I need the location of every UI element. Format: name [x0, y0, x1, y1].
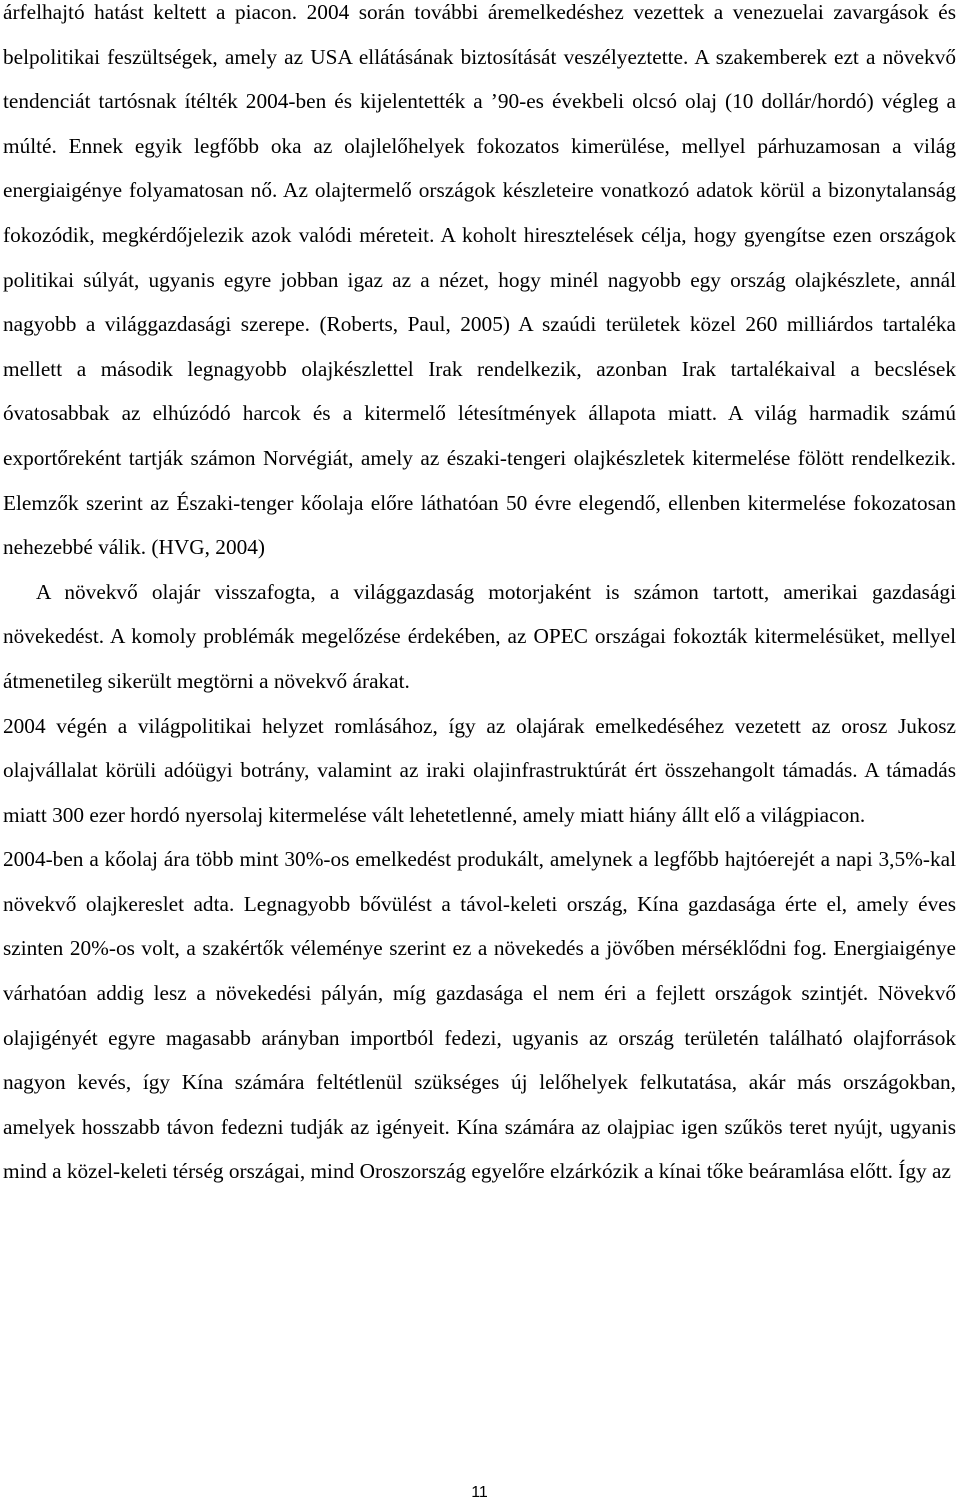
- paragraph-1: árfelhajtó hatást keltett a piacon. 2004 során további áremelkedéshez vezettek a venezuelai zavargások és belpolitikai feszültségek, amely az USA ellátásának biztosítását veszélyeztette. A szakemberek ezt a növekvő tendenciát tartósnak ítélték 2004-ben és kijelentették a ’90-es évekbeli olcsó olaj (10 dollár/hordó) végleg a múlté. Ennek egyik legfőbb oka az olajlelőhelyek fokozatos kimerülése, mellyel párhuzamosan a világ energiaigénye folyamatosan nő. Az olajtermelő országok készleteire vonatkozó adatok körül a bizonytalanság fokozódik, megkérdőjelezik azok valódi méreteit. A koholt hiresztelések célja, hogy gyengítse ezen országok politikai súlyát, ugyanis egyre jobban igaz az a nézet, hogy minél nagyobb egy ország olajkészlete, annál nagyobb a világgazdasági szerepe. (Roberts, Paul, 2005) A szaúdi területek közel 260 milliárdos tartaléka mellett a második legnagyobb olajkészlettel Irak rendelkezik, azonban Irak tartalékaival a becslések óvatosabbak az elhúzódó harcok és a kitermelő létesítmények állapota miatt. A világ harmadik számú exportőreként tartják számon Norvégiát, amely az északi-tengeri olajkészletek kitermelése fölött rendelkezik. Elemzők szerint az Északi-tenger kőolaja előre láthatóan 50 évre elegendő, ellenben kitermelése fokozatosan nehezebbé válik. (HVG, 2004): [3, 0, 956, 560]
- paragraph-2: A növekvő olajár visszafogta, a világgazdaság motorjaként is számon tartott, amerikai gazdasági növekedést. A komoly problémák megelőzése érdekében, az OPEC országai fokozták kitermelésüket, mellyel átmenetileg sikerült megtörni a növekvő árakat.: [3, 579, 956, 693]
- paragraph-3: 2004 végén a világpolitikai helyzet romlásához, így az olajárak emelkedéséhez vezetett az orosz Jukosz olajvállalat körüli adóügyi botrány, valamint az iraki olajinfrastruktúrát ért összehangolt támadás. A támadás miatt 300 ezer hordó nyersolaj kitermelése vált lehetetlenné, amely miatt hiány állt elő a világpiacon.: [3, 713, 956, 827]
- paragraph-4: 2004-ben a kőolaj ára több mint 30%-os emelkedést produkált, amelynek a legfőbb hajtóerejét a napi 3,5%-kal növekvő olajkereslet adta. Legnagyobb bővülést a távol-keleti ország, Kína gazdasága érte el, amely éves szinten 20%-os volt, a szakértők véleménye szerint ez a növekedés a jövőben mérséklődni fog. Energiaigénye várhatóan addig lesz a növekedési pályán, míg gazdasága el nem éri a fejlett országok szintjét. Növekvő olajigényét egyre magasabb arányban importból fedezi, ugyanis az ország területén található olajforrások nagyon kevés, így Kína számára feltétlenül szükséges új lelőhelyek felkutatása, akár más országokban, amelyek hosszabb távon fedezni tudják az igényeit. Kína számára az olajpiac igen szűkös teret nyújt, ugyanis mind a közel-keleti térség országai, mind Oroszország egyelőre elzárkózik a kínai tőke beáramlása előtt. Így az: [3, 847, 956, 1184]
- document-page: [3, 0, 956, 1507]
- body-text: [3, 0, 956, 1194]
- page-number: 11: [471, 1484, 488, 1501]
